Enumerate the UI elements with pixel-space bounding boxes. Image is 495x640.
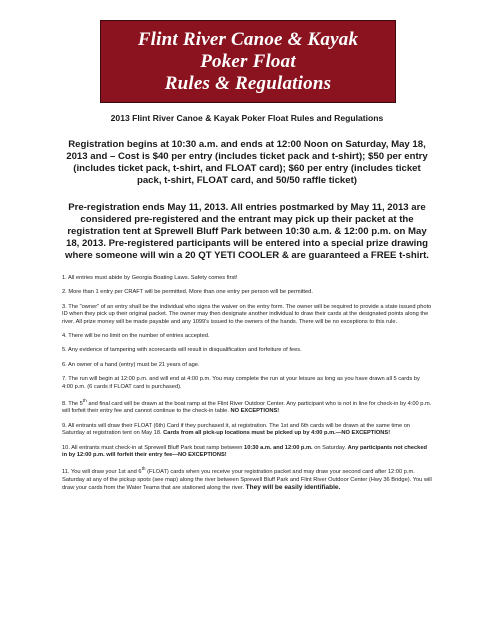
rule-4 — [62, 333, 432, 340]
rule-8 — [62, 398, 432, 416]
rule-number: 3. — [62, 303, 67, 310]
rule-number: 5. — [62, 347, 67, 354]
rule-number: 1. — [62, 275, 67, 281]
banner-line-3: Rules & Regulations — [164, 72, 332, 94]
rule-emphasis: NO EXCEPTIONS! — [230, 408, 280, 415]
title-banner — [100, 20, 396, 103]
rule-text: Any evidence of tampering with scorecards will result in disqualification and forfeiture of fees. — [68, 347, 302, 354]
rule-time-emphasis: 10:30 a.m. and 12:00 p.m. — [244, 444, 313, 451]
rule-text: You will draw your 1st and 6 — [70, 469, 142, 476]
rule-text-cont: and final card will be drawn at the boat ramp at the Flint River Outdoor Center. Any participant who is not in line for check-in by 4:00 p.m. will forfeit their entry fee and cannot continue to the check-in table. — [62, 400, 432, 415]
document-title: 2013 Flint River Canoe & Kayak Poker Float Rules and Regulations — [110, 113, 384, 123]
banner-line-1: Flint River Canoe & Kayak — [137, 28, 359, 50]
rule-text: More than 1 entry per CRAFT will be permitted. More than one entry per person will be permitted. — [68, 289, 313, 296]
rule-number: 11. — [62, 469, 70, 476]
document-body — [62, 108, 432, 500]
rule-number: 2. — [62, 289, 67, 296]
rule-number: 10. — [62, 444, 70, 451]
rule-9 — [62, 423, 432, 438]
rule-number: 8. — [62, 400, 67, 407]
rule-text: There will be no limit on the number of entries accepted. — [68, 333, 210, 340]
rule-7 — [62, 376, 432, 391]
rule-emphasis: They will be easily identifiable. — [245, 484, 341, 492]
rule-6 — [62, 362, 432, 369]
rule-10 — [62, 445, 432, 460]
rule-3 — [62, 304, 432, 326]
rule-number: 7. — [62, 376, 67, 383]
preregistration-info: Pre-registration ends May 11, 2013. All entries postmarked by May 11, 2013 are considered pre-registered and the entrant may pick up their packet at the registration tent at Sprewell Bluff Park between 10:30 a.m. & 12:00 p.m. on May 18, 2013. Pre-registered participants will be entered into a special prize drawing where someone will win a 20 QT YETI COOLER & are guaranteed a FREE t-shirt. — [65, 202, 429, 261]
rule-text: All entrants must check-in at Sprewell Bluff Park boat ramp between — [71, 444, 245, 451]
rule-emphasis: Cards from all pick-up locations must be picked up by 4:00 p.m.—NO EXCEPTIONS! — [163, 430, 391, 437]
rule-text: All entrants will draw their FLOAT (6th) Card if they purchased it, at registration. The 1st and 6th cards will be drawn at the same time on Saturday at registration tent on May 18. — [62, 422, 411, 437]
rule-text-cont: on Saturday. — [312, 444, 348, 451]
rule-text-cont: (FLOAT) cards when you receive your registration packet and may draw your second card after 12:00 p.m. Saturday at any of the pickup spots (see map) along the river between Sprewell Bluff Park and Flint River Outdoor Center (Hwy 36 Bridge). You will draw your cards from the Water Teams that are stationed along the river. — [62, 469, 432, 492]
rule-text: The 5 — [68, 400, 83, 407]
rule-text: The run will begin at 12:00 p.m. and will end at 4:00 p.m. You may complete the run at your leisure as long as you have drawn all 5 cards by 4:00 p.m. (6 cards if FLOAT card is purchased). — [62, 376, 420, 390]
rule-number: 6. — [62, 361, 67, 368]
rule-number: 4. — [62, 333, 67, 340]
rule-number: 9. — [62, 422, 67, 429]
rule-11 — [62, 466, 432, 492]
superscript: th — [141, 467, 146, 473]
rule-2 — [62, 289, 432, 296]
rules-list — [62, 275, 432, 493]
rule-emphasis: Any participants not checked in by 12:00 p.m. will forfeit their entry fee—NO EXCEPTIONS! — [62, 444, 427, 458]
rule-5 — [62, 347, 432, 354]
rule-text: The "owner" of an entry shall be the individual who signs the waiver on the entry form. The owner will be required to provide a state issued photo ID when they pick up their original packet. The owner may then designate another individual to draw their cards at the designated points along the river. All prize money will be made payable and any 1099's issued to the owners of the hands. There will be no exceptions to this rule. — [62, 303, 432, 325]
rule-text: An owner of a hand (entry) must be 21 years of age. — [68, 361, 200, 368]
registration-info: Registration begins at 10:30 a.m. and ends at 12:00 Noon on Saturday, May 18, 2013 and – Cost is $40 per entry (includes ticket pack and t-shirt); $50 per entry (includes ticket pack, t-shirt, and FLOAT card); $60 per entry (includes ticket pack, t-shirt, FLOAT card, and 50/50 raffle ticket) — [66, 139, 428, 186]
rule-text: All entries must abide by Georgia Boating Laws. Safety comes first! — [68, 275, 238, 281]
superscript: th — [82, 399, 87, 405]
banner-line-2: Poker Float — [200, 50, 296, 72]
rule-1 — [62, 275, 432, 282]
